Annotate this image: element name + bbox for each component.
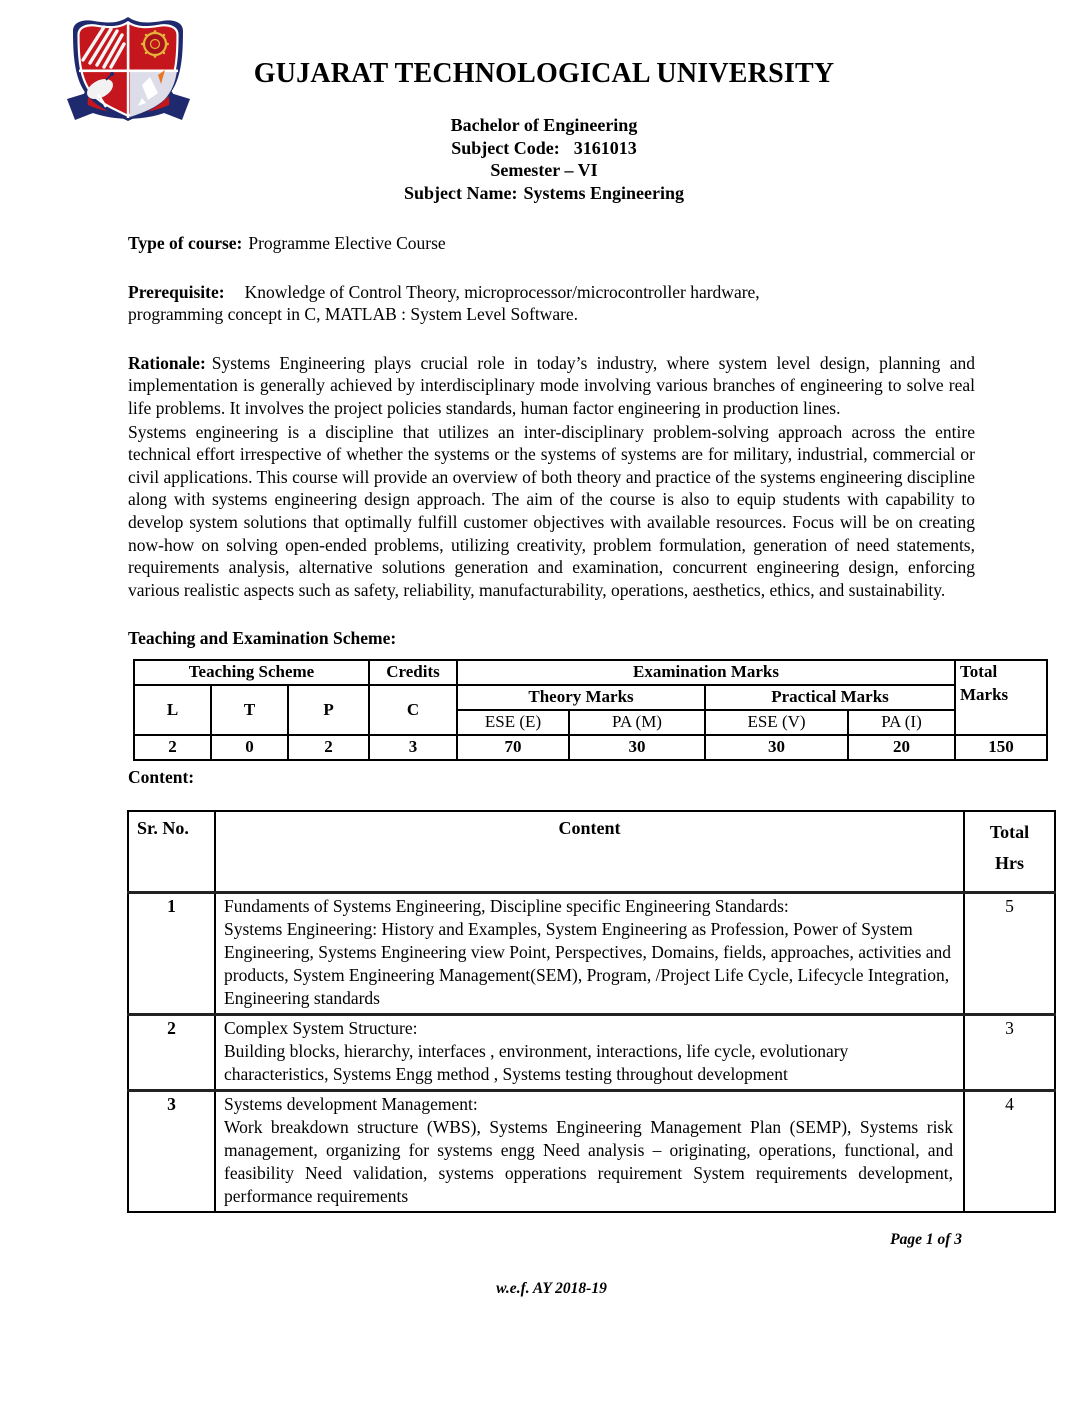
subject-name-value: Systems Engineering — [523, 182, 684, 203]
col-header-l: L — [134, 685, 211, 735]
effective-date: w.e.f. AY 2018-19 — [496, 1280, 607, 1298]
scheme-values-row — [134, 735, 1047, 760]
teaching-examination-scheme-table — [133, 659, 1048, 761]
subject-code-label: Subject Code: — [451, 137, 560, 158]
sr-no-header: Sr. No. — [128, 811, 215, 893]
rationale-label: Rationale: — [128, 352, 206, 373]
value-ese-e: 70 — [457, 735, 569, 760]
pa-m-header: PA (M) — [569, 710, 705, 735]
row-2-title: Complex System Structure: — [224, 1017, 418, 1038]
value-total-marks: 150 — [955, 735, 1047, 760]
row-3-title: Systems development Management: — [224, 1093, 478, 1114]
row-2-content — [215, 1014, 964, 1090]
course-type-label: Type of course: — [128, 233, 243, 253]
col-header-c: C — [369, 685, 457, 735]
value-t: 0 — [211, 735, 288, 760]
row-1-title: Fundaments of Systems Engineering, Discipline specific Engineering Standards: — [224, 895, 789, 916]
scheme-header-row-2 — [134, 685, 1047, 710]
content-row-2 — [128, 1014, 1055, 1090]
row-1-sr: 1 — [128, 892, 215, 1014]
examination-marks-header: Examination Marks — [457, 660, 955, 685]
row-3-hrs: 4 — [964, 1090, 1055, 1212]
page-number: Page 1 of 3 — [890, 1230, 962, 1248]
subject-code-line — [0, 137, 1088, 160]
rationale-paragraph — [128, 352, 975, 420]
course-type-line — [128, 232, 975, 255]
teaching-scheme-heading: Teaching and Examination Scheme: — [128, 628, 397, 649]
document-header — [0, 0, 1088, 212]
prerequisite-line2: programming concept in C, MATLAB : System Level Software. — [128, 304, 579, 325]
value-p: 2 — [288, 735, 369, 760]
document-body — [0, 232, 1088, 1301]
ese-e-header: ESE (E) — [457, 710, 569, 735]
total-hrs-line1: Total — [989, 821, 1030, 842]
document-subheader — [0, 114, 1088, 204]
row-1-content — [215, 892, 964, 1014]
value-pa-i: 20 — [848, 735, 955, 760]
ese-v-header: ESE (V) — [705, 710, 848, 735]
subject-name-line — [0, 182, 1088, 205]
value-ese-v: 30 — [705, 735, 848, 760]
total-hrs-header — [964, 811, 1055, 893]
pa-i-header: PA (I) — [848, 710, 955, 735]
university-title: GUJARAT TECHNOLOGICAL UNIVERSITY — [253, 58, 835, 89]
teaching-scheme-header: Teaching Scheme — [134, 660, 369, 685]
program-name: Bachelor of Engineering — [450, 115, 638, 135]
row-2-hrs: 3 — [964, 1014, 1055, 1090]
value-l: 2 — [134, 735, 211, 760]
content-row-3 — [128, 1090, 1055, 1212]
row-2-body: Building blocks, hierarchy, interfaces , environment, interactions, life cycle, evolutionary characteristics, Systems Engg method , Systems testing throughout development — [224, 1040, 849, 1084]
row-3-content — [215, 1090, 964, 1212]
prerequisite-label: Prerequisite: — [128, 281, 225, 302]
content-heading: Content: — [128, 766, 195, 787]
theory-marks-header: Theory Marks — [457, 685, 705, 710]
value-c: 3 — [369, 735, 457, 760]
rationale-paragraph-2: Systems engineering is a discipline that utilizes an inter-disciplinary problem-solving approach across the entire technical effort irrespective of whether the systems or the systems of systems are for military, industrial, commercial or civil applications. This course will provide an overview of both theory and practice of the systems engineering discipline along with systems engineering design approach. The aim of the course is also to equip students with capability to develop system solutions that optimally fulfill customer objectives with available resources. Focus will be on creating now-how on solving open-ended problems, utilizing creativity, problem formulation, generation of need statements, requirements analysis, alternative solutions generation and examination, concurrent engineering design, enforcing various realistic aspects such as safety, reliability, manufacturability, operations, aesthetics, ethics, and sustainability. — [128, 421, 975, 600]
row-2-sr: 2 — [128, 1014, 215, 1090]
subject-name-label: Subject Name: — [404, 182, 518, 203]
row-3-sr: 3 — [128, 1090, 215, 1212]
credits-header: Credits — [369, 660, 457, 685]
row-3-body: Work breakdown structure (WBS), Systems Engineering Management Plan (SEMP), Systems risk management, organizing for systems engg Need analysis – originating, operations, functional, and feasibility Need validation, systems opperations requirement System requirements development, performance requirements — [224, 1116, 953, 1206]
content-header-row — [128, 811, 1055, 893]
value-pa-m: 30 — [569, 735, 705, 760]
row-1-body: Systems Engineering: History and Examples, System Engineering as Profession, Power of System Engineering, Systems Engineering view Point, Perspectives, Domains, fields, approaches, activities and products, System Engineering Management(SEM), Program, /Project Life Cycle, Lifecycle Integration, Engineering standards — [224, 918, 952, 1008]
content-row-1 — [128, 892, 1055, 1014]
practical-marks-header: Practical Marks — [705, 685, 955, 710]
prerequisite-line1: Knowledge of Control Theory, microprocessor/microcontroller hardware, — [244, 281, 760, 302]
scheme-header-row-1 — [134, 660, 1047, 685]
content-col-header: Content — [215, 811, 964, 893]
col-header-p: P — [288, 685, 369, 735]
course-type-value: Programme Elective Course — [248, 233, 446, 253]
total-hrs-line2: Hrs — [995, 852, 1024, 873]
total-marks-header: Total Marks — [955, 660, 1047, 735]
prerequisite-paragraph — [128, 281, 975, 326]
col-header-t: T — [211, 685, 288, 735]
subject-code-value: 3161013 — [573, 137, 637, 158]
row-1-hrs: 5 — [964, 892, 1055, 1014]
content-table — [127, 810, 1056, 1213]
semester-line: Semester – VI — [490, 160, 598, 180]
rationale-text: Systems Engineering plays crucial role in today’s industry, where system level design, planning and implementation is generally achieved by interdisciplinary mode involving various branches of engineering to solve real life problems. It involves the project policies standards, human factor engineering in production lines. — [128, 352, 975, 418]
